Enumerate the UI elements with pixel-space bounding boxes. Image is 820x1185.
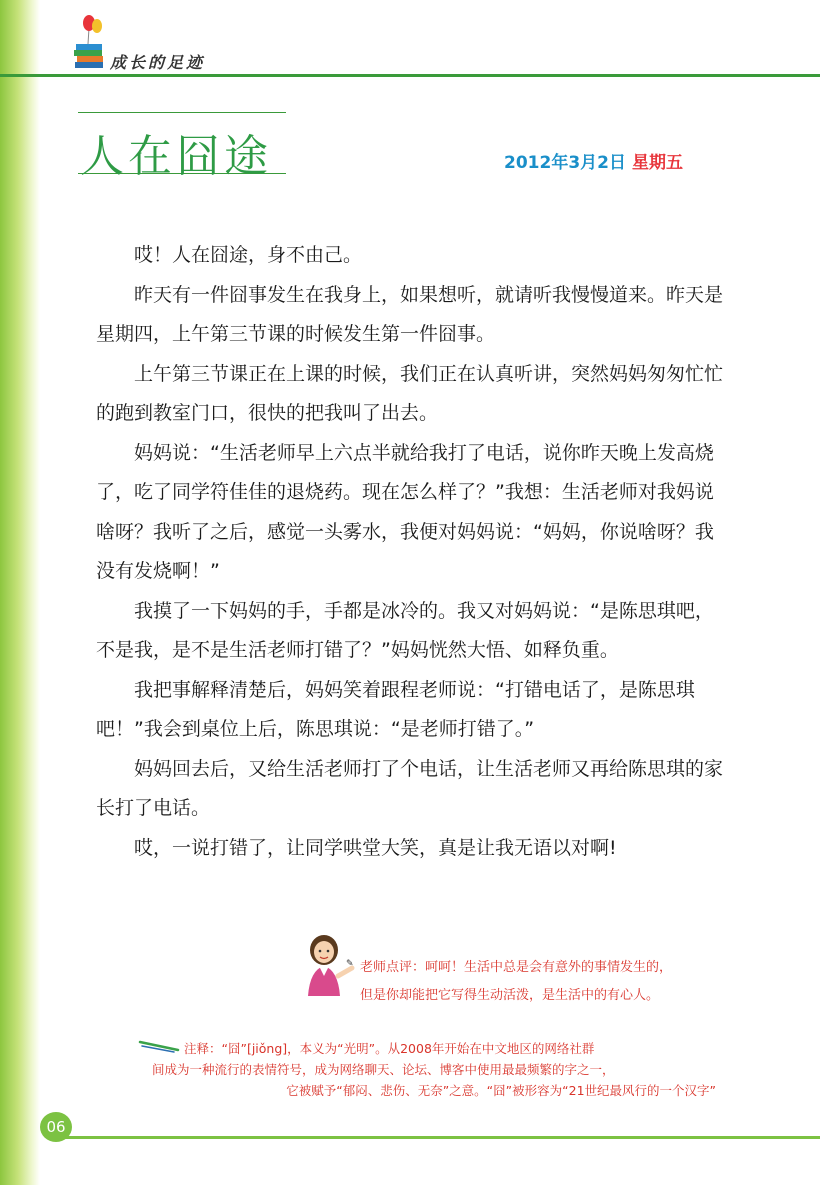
essay-body <box>96 236 732 868</box>
paragraph: 上午第三节课正在上课的时候，我们正在认真听讲，突然妈妈匆匆忙忙的跑到教室门口，很快的把我叫了出去。 <box>96 362 724 424</box>
header-divider <box>0 74 820 77</box>
books-balloon-icon <box>72 14 106 70</box>
annotation-note <box>152 1038 722 1101</box>
paragraph: 妈妈说：“生活老师早上六点半就给我打了电话，说你昨天晚上发高烧了，吃了同学符佳佳的退烧药。现在怎么样了？”我想：生活老师对我妈说啥呀？我听了之后，感觉一头雾水，我便对妈妈说：“妈妈，你说啥呀？我没有发烧啊！” <box>96 441 714 582</box>
date-text: 2012年3月2日 <box>504 153 626 173</box>
teacher-comment <box>360 954 720 1010</box>
page-number: 06 <box>40 1112 72 1142</box>
teacher-comment-line: 但是你却能把它写得生动活泼，是生活中的有心人。 <box>360 988 660 1003</box>
header-section-label: 成长的足迹 <box>110 53 206 72</box>
footer-divider <box>62 1136 820 1139</box>
paragraph: 昨天有一件囧事发生在我身上，如果想听，就请听我慢慢道来。昨天是星期四，上午第三节课的时候发生第一件囧事。 <box>96 283 724 345</box>
note-line: 它被赋予“郁闷、悲伤、无奈”之意。“囧”被形容为“21世纪最风行的一个汉字” <box>286 1083 716 1098</box>
weekday-text: 星期五 <box>631 153 683 173</box>
note-line: 注释：“囧”[jiǒng]，本义为“光明”。从2008年开始在中文地区的网络社群 <box>184 1041 595 1056</box>
page-title: 人在囧途 <box>80 131 272 182</box>
paragraph: 哎，一说打错了，让同学哄堂大笑，真是让我无语以对啊! <box>134 836 617 859</box>
note-line: 间成为一种流行的表情符号，成为网络聊天、论坛、博客中使用最最频繁的字之一， <box>152 1062 615 1077</box>
paragraph: 我把事解释清楚后，妈妈笑着跟程老师说：“打错电话了，是陈思琪吧！”我会到桌位上后，陈思琪说：“是老师打错了。” <box>96 678 695 740</box>
left-decor-bar <box>0 0 40 1185</box>
teacher-comment-line: 老师点评：呵呵！生活中总是会有意外的事情发生的， <box>360 960 673 975</box>
svg-text:✎: ✎ <box>346 959 354 969</box>
paragraph: 我摸了一下妈妈的手，手都是冰冷的。我又对妈妈说：“是陈思琪吧，不是我，是不是生活老师打错了？”妈妈恍然大悟、如释负重。 <box>96 599 714 661</box>
teacher-figure-icon <box>302 932 358 998</box>
paragraph: 哎！人在囧途，身不由己。 <box>134 244 363 266</box>
date-line <box>504 148 683 173</box>
paragraph: 妈妈回去后，又给生活老师打了个电话，让生活老师又再给陈思琪的家长打了电话。 <box>96 757 724 819</box>
